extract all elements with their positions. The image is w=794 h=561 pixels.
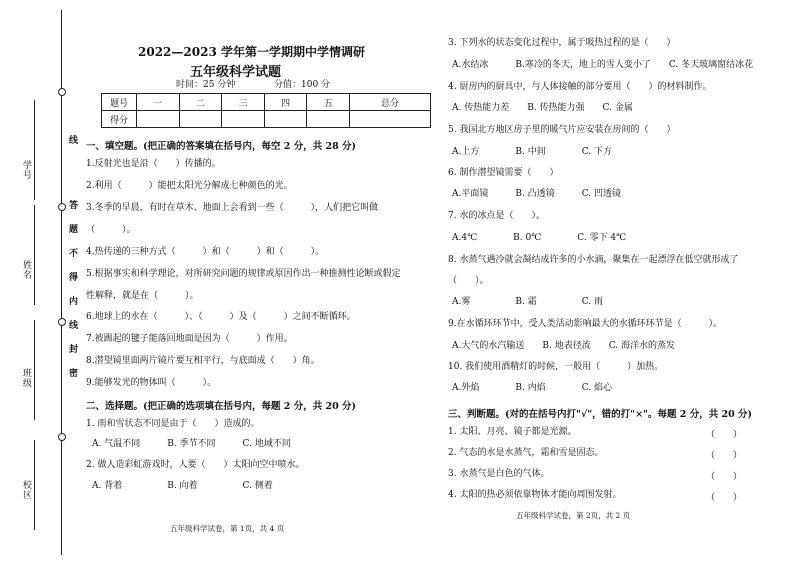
score-cell[interactable] [307,111,350,128]
score-cell[interactable] [137,111,180,128]
class-label: 班级 [21,368,31,388]
score-header: 五 [307,94,350,111]
class-field[interactable] [34,320,35,420]
answer-paren[interactable]: （ ） [706,430,743,440]
question-continued: （ ）。 [448,276,489,286]
score-header: 一 [137,94,180,111]
options: A.大气的水汽输送 B. 地表径流 C. 海洋水的蒸发 [452,341,675,351]
exam-title: 2022—2023 学年第一学期期中学情调研 [138,45,365,59]
question: 3. 下列水的状态变化过程中，属于吸热过程的是（ ） [448,38,676,48]
binding-char: 内 [69,297,79,307]
score-cell[interactable] [222,111,265,128]
question: 8. 水蒸气遇冷就会凝结成许多的小水滴，聚集在一起漂浮在低空就形成了 [448,255,739,265]
binding-char: 密 [69,369,79,379]
score-header: 总分 [350,94,431,111]
binding-char: 线 [69,321,79,331]
options: A. 气温不同 B. 季节不同 C. 地域不同 [92,439,291,449]
exam-score: 分值：100 分 [274,80,331,90]
score-header: 四 [264,94,307,111]
question: 1. 太阳、月亮、镜子都是光源。 [448,427,577,437]
question: 5.根据事实和科学理论，对所研究问题的规律或原因作出一种推测性论断或假定 [86,269,401,279]
question-continued: （ ）。 [86,225,136,235]
binding-hole [58,88,66,96]
options: A.平面镜 B. 凸透镜 C. 凹透镜 [452,189,621,199]
score-cell[interactable] [179,111,222,128]
section-judge: 三、判断题。(对的在括号内打"√"，错的打"×"。每题 2 分，共 20 分) [448,409,753,420]
binding-char: 线 [69,136,79,146]
question: 6. 制作潜望镜需要（ ） [448,168,559,178]
score-header: 二 [179,94,222,111]
question: 2.利用（ ）能把太阳光分解成七种颜色的光。 [86,181,293,191]
binding-hole [58,318,66,326]
question: 6.地球上的水在（ ）、（ ）及（ ）之间不断循环。 [86,312,356,322]
binding-hole [58,433,66,441]
name-label: 姓名 [21,260,31,280]
question: 3. 水蒸气是白色的气体。 [448,469,550,479]
question: 1.反射光也是沿（ ）传播的。 [86,159,221,169]
question: 2. 气态的水是水蒸气，霜和雪是固态。 [448,448,604,458]
binding-char: 题 [69,225,79,235]
question: 4.热传递的三种方式（ ）和（ ）和（ ）。 [86,247,325,257]
section-choice: 二、选择题。(把正确的选项填在括号内，每题 2 分，共 20 分) [86,401,357,412]
page-footer: 五年级科学试卷，第 1页，共 4 页 [170,524,285,533]
answer-paren[interactable]: （ ） [706,451,743,461]
school-label: 校区 [21,480,31,500]
options: A. 传热能力差 B. 传热能力强 C. 金属 [452,103,633,113]
binding-char: 封 [69,345,79,355]
student-no-field[interactable] [34,100,35,200]
student-no-label: 学号 [21,160,31,180]
binding-char: 得 [69,273,79,283]
answer-paren[interactable]: （ ） [706,493,743,503]
question: 7. 水的冰点是（ ）。 [448,211,545,221]
binding-char: 答 [69,201,79,211]
binding-char: 不 [69,249,79,259]
school-field[interactable] [34,440,35,530]
options: A.雾 B. 霜 C. 雨 [452,297,603,307]
question: 10. 我们使用酒精灯的时候，一般用（ ）加热。 [448,362,664,372]
page-footer: 五年级科学试卷，第 2页，共 2 页 [516,511,631,520]
score-cell[interactable] [264,111,307,128]
question: 9.能够发光的物体叫（ ）。 [86,378,217,388]
question-continued: 性解释，就是在（ ）。 [86,291,199,301]
question: 5. 我国北方地区房子里的暖气片应安装在房间的（ ） [448,125,676,135]
question: 3.冬季的早晨，有时在草木、地面上会看到一些（ ），人们把它叫做 [86,203,379,213]
exam-time: 时间：25 分钟 [176,80,236,90]
options: A. 背着 B. 向着 C. 侧着 [92,481,273,491]
options: A.水结冰 B.寒冷的冬天，地上的雪人变小了 C. 冬天玻璃窗结冰花 [452,60,754,70]
options: A.上方 B. 中间 C. 下方 [452,147,612,157]
name-field[interactable] [34,205,35,305]
score-cell[interactable] [350,111,431,128]
options: A.4℃ B. 0℃ C. 零下 4℃ [452,233,627,243]
section-fill-blank: 一、填空题。(把正确的答案填在括号内，每空 2 分，共 28 分) [86,141,357,152]
answer-paren[interactable]: （ ） [706,472,743,482]
score-header: 三 [222,94,265,111]
options: A.外焰 B. 内焰 C. 焰心 [452,383,612,393]
exam-subtitle: 五年级科学试题 [190,65,282,80]
question: 9.在水循环环节中，受人类活动影响最大的水循环环节是（ ）。 [448,319,723,329]
score-header: 题号 [102,94,137,111]
score-row-label: 得分 [102,111,137,128]
question: 1. 雨和雪状态不同是由于（ ）造成的。 [86,419,260,429]
question: 4. 太阳的热必须依靠物体才能向周围发射。 [448,490,622,500]
binding-hole [58,203,66,211]
question: 7.被踢起的毽子能落回地面是因为（ ）作用。 [86,334,293,344]
question: 2. 做人造彩虹游戏时，人要（ ）太阳向空中喷水。 [86,460,305,470]
score-table [101,93,431,128]
question: 4. 厨房内的厨具中，与人体接触的部分要用（ ）的材料制作。 [448,82,712,92]
question: 8.潜望镜里面两片镜片要互相平行，与底面成（ ）角。 [86,356,320,366]
